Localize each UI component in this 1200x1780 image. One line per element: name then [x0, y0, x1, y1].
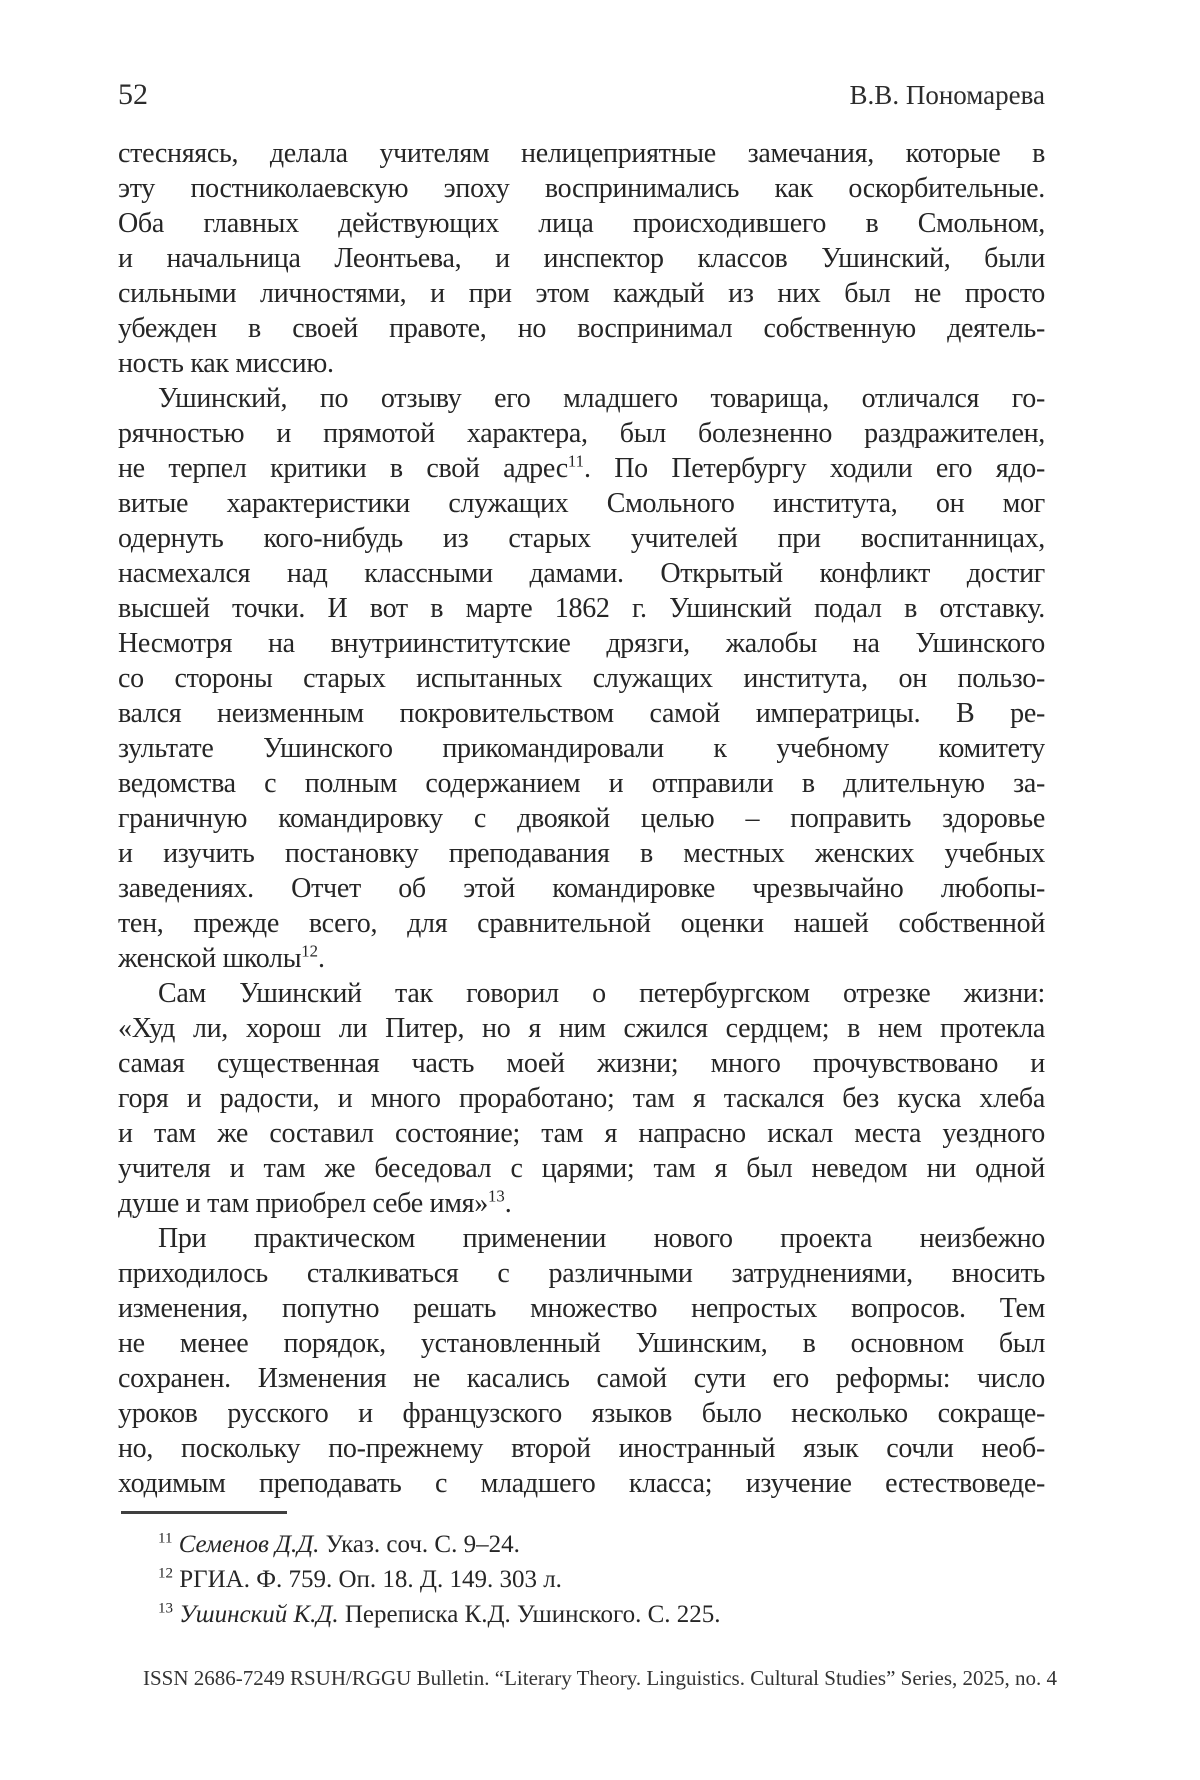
text-line: эту постниколаевскую эпоху воспринимались как оскорбительные.	[118, 173, 1045, 204]
text-line: но, поскольку по-прежнему второй иностранный язык сочли необ-	[118, 1433, 1045, 1464]
text-line: Оба главных действующих лица происходившего в Смольном,	[118, 208, 1045, 239]
text-line: заведениях. Отчет об этой командировке чрезвычайно любопы-	[118, 873, 1045, 904]
running-head-author: В.В. Пономарева	[849, 80, 1045, 110]
text-line: ность как миссию.	[118, 348, 334, 379]
text-line: граничную командировку с двоякой целью – поправить здоровье	[118, 803, 1045, 834]
footnote: $^{13}$ Ушинский К.Д. Переписка К.Д. Ушинского. С. 225.	[158, 1600, 721, 1628]
page-header	[118, 78, 1045, 112]
paragraph	[118, 381, 1045, 976]
paragraph	[118, 976, 1045, 1221]
text-line: ходимым преподавать с младшего класса; изучение естествоведе-	[118, 1468, 1045, 1499]
text-line: приходилось сталкиваться с различными затруднениями, вносить	[118, 1258, 1045, 1289]
footnote-ref: 11	[567, 451, 585, 471]
text-line: «Худ ли, хорош ли Питер, но я ним сжился сердцем; в нем протекла	[118, 1013, 1045, 1044]
text-line: уроков русского и французского языков было несколько сокраще-	[118, 1398, 1045, 1429]
text-line: душе и там приобрел себе имя»$^{13}$.	[118, 1186, 512, 1219]
text-line: и начальница Леонтьева, и инспектор классов Ушинский, были	[118, 243, 1045, 274]
text-line: Несмотря на внутриинститутские дрязги, жалобы на Ушинского	[118, 628, 1045, 659]
text-line: тен, прежде всего, для сравнительной оценки нашей собственной	[118, 908, 1045, 939]
text-line: убежден в своей правоте, но воспринимал собственную деятель-	[118, 313, 1045, 344]
text-line: вался неизменным покровительством самой императрицы. В ре-	[118, 698, 1045, 729]
text-line: рячностью и прямотой характера, был болезненно раздражителен,	[118, 418, 1045, 449]
text-line: высшей точки. И вот в марте 1862 г. Ушинский подал в отставку.	[118, 593, 1045, 624]
text-line: насмехался над классными дамами. Открытый конфликт достиг	[118, 558, 1045, 589]
paragraph	[118, 1221, 1045, 1501]
text-line: витые характеристики служащих Смольного института, он мог	[118, 488, 1045, 519]
text-line: изменения, попутно решать множество непростых вопросов. Тем	[118, 1293, 1045, 1324]
text-line: не терпел критики в свой адрес$^{11}$. По Петербургу ходили его ядо-	[118, 451, 1045, 484]
page-footer	[105, 1666, 1095, 1691]
text-line: со стороны старых испытанных служащих института, он пользо-	[118, 663, 1045, 694]
text-line: сохранен. Изменения не касались самой сути его реформы: число	[118, 1363, 1045, 1394]
body-text	[118, 136, 1045, 1501]
text-line: горя и радости, и много проработано; там я таскался без куска хлеба	[118, 1083, 1045, 1114]
page-number: 52	[118, 78, 148, 111]
footnote: $^{12}$ РГИА. Ф. 759. Оп. 18. Д. 149. 303 л.	[158, 1565, 562, 1593]
text-line: не менее порядок, установленный Ушинским, в основном был	[118, 1328, 1045, 1359]
text-line: самая существенная часть моей жизни; много прочувствовано и	[118, 1048, 1045, 1079]
text-line: При практическом применении нового проекта неизбежно	[158, 1223, 1045, 1254]
text-line: одернуть кого-нибудь из старых учителей при воспитанницах,	[118, 523, 1045, 554]
text-line: учителя и там же беседовал с царями; там я был неведом ни одной	[118, 1153, 1045, 1184]
footnote-author: Ушинский К.Д.	[179, 1601, 339, 1628]
footnote-author: Семенов Д.Д.	[178, 1531, 320, 1558]
footnote: $^{11}$ Семенов Д.Д. Указ. соч. С. 9–24.	[158, 1530, 520, 1558]
text-line: зультате Ушинского прикомандировали к учебному комитету	[118, 733, 1045, 764]
text-line: сильными личностями, и при этом каждый из них был не просто	[118, 278, 1045, 309]
footnote-marker: 13	[158, 1600, 173, 1617]
footnotes-block	[118, 1527, 1045, 1632]
text-line: и изучить постановку преподавания в местных женских учебных	[118, 838, 1045, 869]
paragraph	[118, 136, 1045, 381]
footnote-separator-rule	[121, 1511, 287, 1514]
text-line: и там же составил состояние; там я напрасно искал места уездного	[118, 1118, 1045, 1149]
footnote-ref: 13	[487, 1186, 505, 1206]
footnote-ref: 12	[301, 941, 319, 961]
footnote-marker: 11	[158, 1530, 173, 1547]
footnote-marker: 12	[158, 1565, 173, 1582]
text-line: Ушинский, по отзыву его младшего товарища, отличался го-	[158, 383, 1045, 414]
text-line: женской школы$^{12}$.	[118, 941, 325, 974]
text-line: стесняясь, делала учителям нелицеприятные замечания, которые в	[118, 138, 1045, 169]
text-line: Сам Ушинский так говорил о петербургском отрезке жизни:	[158, 978, 1045, 1009]
text-line: ведомства с полным содержанием и отправили в длительную за-	[118, 768, 1045, 799]
issn-line: ISSN 2686-7249 RSUH/RGGU Bulletin. “Literary Theory. Linguistics. Cultural Studies” Series, 2025, no. 4	[142, 1666, 1057, 1690]
